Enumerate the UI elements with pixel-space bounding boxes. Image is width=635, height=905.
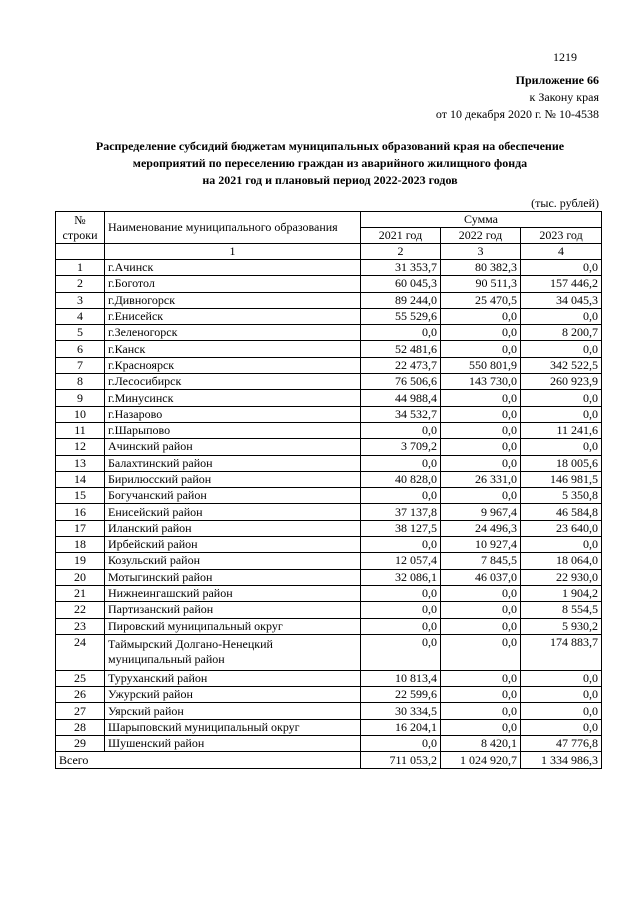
table-row	[56, 520, 602, 536]
value-2023: 18 064,0	[521, 553, 602, 569]
table-row	[56, 292, 602, 308]
value-2021: 0,0	[361, 325, 441, 341]
value-2021: 38 127,5	[361, 520, 441, 536]
value-2022: 0,0	[441, 341, 521, 357]
value-2021: 89 244,0	[361, 292, 441, 308]
table-row	[56, 703, 602, 719]
row-number: 7	[56, 357, 105, 373]
value-2023: 0,0	[521, 439, 602, 455]
value-2023: 1 904,2	[521, 585, 602, 601]
municipality-name: Козульский район	[105, 553, 361, 569]
value-2023: 0,0	[521, 719, 602, 735]
table-row	[56, 634, 602, 670]
municipality-name: г.Лесосибирск	[105, 374, 361, 390]
total-2023: 1 334 986,3	[521, 752, 602, 769]
municipality-name: г.Красноярск	[105, 357, 361, 373]
title-line-3: на 2021 год и плановый период 2022-2023 годов	[202, 173, 458, 187]
value-2023: 11 241,6	[521, 422, 602, 438]
row-number: 5	[56, 325, 105, 341]
value-2022: 0,0	[441, 439, 521, 455]
table-row	[56, 260, 602, 276]
value-2023: 0,0	[521, 308, 602, 324]
table-row	[56, 687, 602, 703]
value-2022: 0,0	[441, 670, 521, 686]
value-2021: 22 473,7	[361, 357, 441, 373]
municipality-name: Таймырский Долгано-Ненецкий муниципальный район	[105, 634, 361, 670]
table-row	[56, 276, 602, 292]
value-2021: 0,0	[361, 422, 441, 438]
table-row	[56, 670, 602, 686]
row-number: 9	[56, 390, 105, 406]
value-2021: 37 137,8	[361, 504, 441, 520]
municipality-name: Уярский район	[105, 703, 361, 719]
municipality-name: г.Енисейск	[105, 308, 361, 324]
table-row	[56, 471, 602, 487]
value-2023: 23 640,0	[521, 520, 602, 536]
row-number: 23	[56, 618, 105, 634]
row-number: 4	[56, 308, 105, 324]
table-row	[56, 537, 602, 553]
value-2022: 10 927,4	[441, 537, 521, 553]
value-2021: 12 057,4	[361, 553, 441, 569]
document-title	[40, 138, 620, 189]
municipality-name: Ачинский район	[105, 439, 361, 455]
table-row	[56, 602, 602, 618]
value-2022: 0,0	[441, 687, 521, 703]
row-number: 8	[56, 374, 105, 390]
table-row	[56, 357, 602, 373]
col-index-2023: 4	[521, 244, 602, 260]
value-2022: 25 470,5	[441, 292, 521, 308]
row-number: 12	[56, 439, 105, 455]
table-row	[56, 390, 602, 406]
units-label: (тыс. рублей)	[531, 196, 599, 210]
row-number: 26	[56, 687, 105, 703]
col-index-row-number	[56, 244, 105, 260]
row-number: 13	[56, 455, 105, 471]
value-2022: 0,0	[441, 308, 521, 324]
value-2022: 0,0	[441, 488, 521, 504]
appendix-law-date: от 10 декабря 2020 г. № 10-4538	[435, 107, 599, 121]
value-2022: 26 331,0	[441, 471, 521, 487]
value-2022: 0,0	[441, 325, 521, 341]
value-2022: 0,0	[441, 703, 521, 719]
value-2022: 0,0	[441, 602, 521, 618]
value-2023: 22 930,0	[521, 569, 602, 585]
municipality-name: Богучанский район	[105, 488, 361, 504]
municipality-name: Нижнеингашский район	[105, 585, 361, 601]
value-2021: 31 353,7	[361, 260, 441, 276]
appendix-law-ref: к Закону края	[529, 90, 599, 104]
municipality-name: г.Минусинск	[105, 390, 361, 406]
value-2023: 18 005,6	[521, 455, 602, 471]
value-2023: 0,0	[521, 390, 602, 406]
value-2021: 44 988,4	[361, 390, 441, 406]
col-header-2023: 2023 год	[521, 228, 602, 244]
row-number: 28	[56, 719, 105, 735]
value-2021: 0,0	[361, 618, 441, 634]
row-number: 10	[56, 406, 105, 422]
municipality-name: Шушенский район	[105, 736, 361, 752]
municipality-name: г.Ачинск	[105, 260, 361, 276]
value-2021: 32 086,1	[361, 569, 441, 585]
row-number: 1	[56, 260, 105, 276]
municipality-name: Иланский район	[105, 520, 361, 536]
row-number: 20	[56, 569, 105, 585]
row-number: 14	[56, 471, 105, 487]
value-2021: 0,0	[361, 585, 441, 601]
municipality-name: г.Боготол	[105, 276, 361, 292]
total-2021: 711 053,2	[361, 752, 441, 769]
table-row	[56, 553, 602, 569]
value-2023: 5 350,8	[521, 488, 602, 504]
row-number: 15	[56, 488, 105, 504]
table-row	[56, 325, 602, 341]
value-2021: 0,0	[361, 634, 441, 670]
table-body	[56, 260, 602, 752]
municipality-name: Пировский муниципальный округ	[105, 618, 361, 634]
table-row	[56, 719, 602, 735]
col-index-2021: 2	[361, 244, 441, 260]
value-2021: 22 599,6	[361, 687, 441, 703]
value-2022: 143 730,0	[441, 374, 521, 390]
value-2022: 8 420,1	[441, 736, 521, 752]
row-number: 11	[56, 422, 105, 438]
table-row	[56, 736, 602, 752]
total-2022: 1 024 920,7	[441, 752, 521, 769]
municipality-name: Ужурский район	[105, 687, 361, 703]
subsidy-table	[55, 211, 602, 769]
col-header-sum: Сумма	[361, 212, 602, 228]
table-row	[56, 585, 602, 601]
appendix-title: Приложение 66	[515, 73, 599, 87]
municipality-name: Балахтинский район	[105, 455, 361, 471]
col-index-2022: 3	[441, 244, 521, 260]
appendix-header	[436, 72, 599, 123]
value-2023: 0,0	[521, 406, 602, 422]
municipality-name: г.Шарыпово	[105, 422, 361, 438]
value-2023: 0,0	[521, 703, 602, 719]
row-number: 19	[56, 553, 105, 569]
table-row	[56, 488, 602, 504]
table-row	[56, 341, 602, 357]
value-2023: 5 930,2	[521, 618, 602, 634]
table-row	[56, 374, 602, 390]
total-label: Всего	[56, 752, 361, 769]
value-2022: 550 801,9	[441, 357, 521, 373]
table-row	[56, 504, 602, 520]
row-number: 2	[56, 276, 105, 292]
value-2021: 55 529,6	[361, 308, 441, 324]
title-line-2: мероприятий по переселению граждан из аварийного жилищного фонда	[132, 156, 528, 170]
value-2022: 46 037,0	[441, 569, 521, 585]
row-number: 6	[56, 341, 105, 357]
value-2022: 80 382,3	[441, 260, 521, 276]
value-2022: 0,0	[441, 719, 521, 735]
value-2023: 0,0	[521, 670, 602, 686]
value-2022: 0,0	[441, 585, 521, 601]
value-2021: 34 532,7	[361, 406, 441, 422]
row-number: 22	[56, 602, 105, 618]
value-2023: 34 045,3	[521, 292, 602, 308]
page-number: 1219	[553, 50, 577, 64]
value-2022: 7 845,5	[441, 553, 521, 569]
municipality-name: г.Назарово	[105, 406, 361, 422]
municipality-name: Ирбейский район	[105, 537, 361, 553]
value-2022: 9 967,4	[441, 504, 521, 520]
value-2023: 174 883,7	[521, 634, 602, 670]
value-2022: 0,0	[441, 634, 521, 670]
value-2021: 52 481,6	[361, 341, 441, 357]
value-2023: 342 522,5	[521, 357, 602, 373]
total-row	[56, 752, 602, 769]
table-row	[56, 618, 602, 634]
col-index-name: 1	[105, 244, 361, 260]
col-header-2022: 2022 год	[441, 228, 521, 244]
municipality-name: г.Зеленогорск	[105, 325, 361, 341]
table-row	[56, 569, 602, 585]
row-number: 3	[56, 292, 105, 308]
value-2021: 3 709,2	[361, 439, 441, 455]
value-2021: 10 813,4	[361, 670, 441, 686]
value-2021: 60 045,3	[361, 276, 441, 292]
table-row	[56, 455, 602, 471]
title-line-1: Распределение субсидий бюджетам муниципальных образований края на обеспечение	[95, 139, 565, 153]
col-header-name: Наименование муниципального образования	[105, 212, 361, 244]
value-2023: 260 923,9	[521, 374, 602, 390]
municipality-name: г.Дивногорск	[105, 292, 361, 308]
value-2023: 8 200,7	[521, 325, 602, 341]
value-2022: 0,0	[441, 390, 521, 406]
table-row	[56, 439, 602, 455]
municipality-name: Партизанский район	[105, 602, 361, 618]
value-2021: 16 204,1	[361, 719, 441, 735]
row-number: 27	[56, 703, 105, 719]
table-row	[56, 422, 602, 438]
municipality-name: Шарыповский муниципальный округ	[105, 719, 361, 735]
value-2023: 8 554,5	[521, 602, 602, 618]
value-2023: 146 981,5	[521, 471, 602, 487]
municipality-name: Мотыгинский район	[105, 569, 361, 585]
value-2023: 46 584,8	[521, 504, 602, 520]
value-2021: 30 334,5	[361, 703, 441, 719]
table-row	[56, 308, 602, 324]
row-number: 17	[56, 520, 105, 536]
value-2021: 0,0	[361, 537, 441, 553]
value-2022: 0,0	[441, 422, 521, 438]
value-2021: 0,0	[361, 736, 441, 752]
value-2022: 0,0	[441, 406, 521, 422]
value-2023: 0,0	[521, 260, 602, 276]
row-number: 24	[56, 634, 105, 670]
row-number: 29	[56, 736, 105, 752]
value-2022: 0,0	[441, 455, 521, 471]
value-2023: 157 446,2	[521, 276, 602, 292]
value-2021: 40 828,0	[361, 471, 441, 487]
value-2022: 24 496,3	[441, 520, 521, 536]
table-row	[56, 406, 602, 422]
value-2021: 0,0	[361, 455, 441, 471]
row-number: 16	[56, 504, 105, 520]
value-2023: 47 776,8	[521, 736, 602, 752]
value-2023: 0,0	[521, 537, 602, 553]
value-2021: 0,0	[361, 602, 441, 618]
col-header-row-number: № строки	[56, 212, 105, 244]
municipality-name: Бирилюсский район	[105, 471, 361, 487]
value-2022: 0,0	[441, 618, 521, 634]
col-header-2021: 2021 год	[361, 228, 441, 244]
municipality-name: Енисейский район	[105, 504, 361, 520]
value-2021: 0,0	[361, 488, 441, 504]
value-2023: 0,0	[521, 687, 602, 703]
row-number: 21	[56, 585, 105, 601]
value-2022: 90 511,3	[441, 276, 521, 292]
value-2021: 76 506,6	[361, 374, 441, 390]
row-number: 25	[56, 670, 105, 686]
municipality-name: г.Канск	[105, 341, 361, 357]
value-2023: 0,0	[521, 341, 602, 357]
municipality-name: Туруханский район	[105, 670, 361, 686]
row-number: 18	[56, 537, 105, 553]
